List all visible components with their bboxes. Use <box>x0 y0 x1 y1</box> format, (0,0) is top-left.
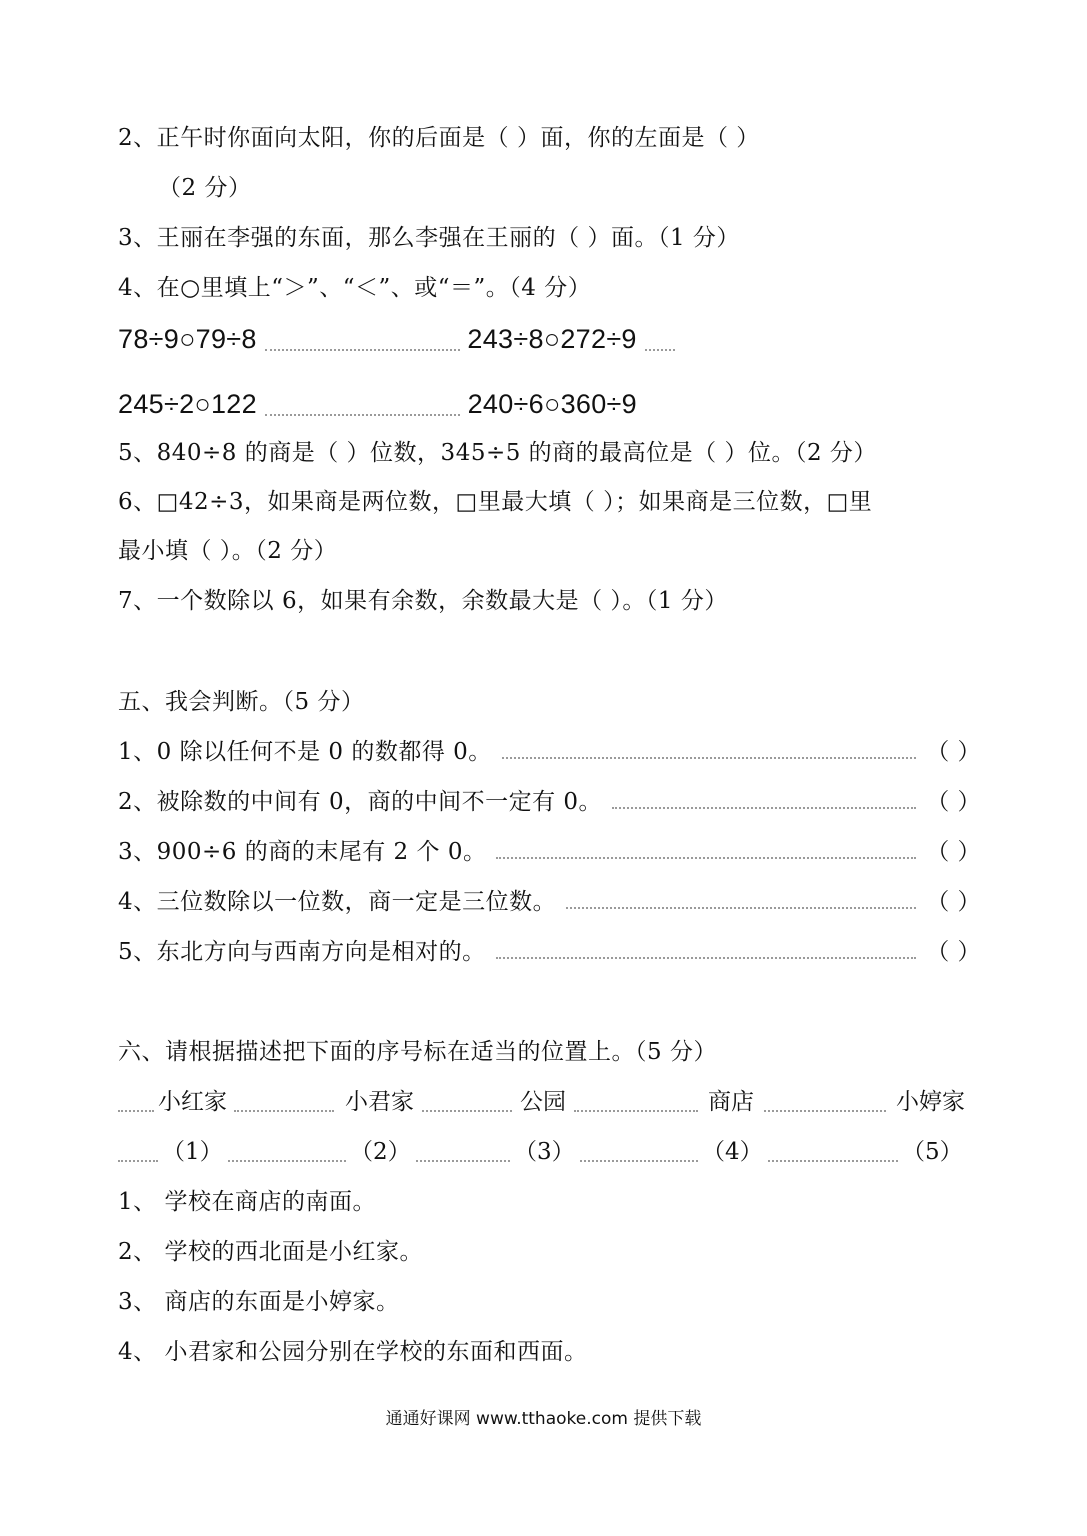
judge-item <box>118 886 981 918</box>
question-3: 3、王丽在李强的东面，那么李强在王丽的（ ）面。（1 分） <box>118 225 740 251</box>
place-number: （1） <box>162 1139 223 1165</box>
judge-statement: 2、被除数的中间有 0，商的中间不一定有 0。 <box>118 789 603 815</box>
answer-paren: （ ） <box>926 939 981 965</box>
dotted-leader <box>645 331 675 351</box>
place-number: （4） <box>702 1139 763 1165</box>
question-5: 5、840÷8 的商是（ ）位数，345÷5 的商的最高位是（ ）位。（2 分） <box>118 440 877 466</box>
placement-statement: 4、 小君家和公园分别在学校的东面和西面。 <box>118 1339 588 1365</box>
dotted-leader <box>496 941 917 959</box>
dotted-leader <box>265 331 460 351</box>
question-7: 7、一个数除以 6，如果有余数，余数最大是（ ）。（1 分） <box>118 588 728 614</box>
place-number: （3） <box>514 1139 575 1165</box>
dotted-leader <box>265 396 460 416</box>
dotted-leader <box>768 1158 898 1162</box>
judge-item <box>118 786 981 818</box>
dotted-leader <box>416 1158 510 1162</box>
place-label: 小君家 <box>345 1089 414 1115</box>
compare-2-left: 245÷2○122 <box>118 389 257 419</box>
page-footer: 通通好课网 www.tthaoke.com 提供下载 <box>385 1409 702 1429</box>
question-2-score: （2 分） <box>158 175 252 201</box>
place-label: 商店 <box>708 1089 754 1115</box>
compare-1-right: 243÷8○272÷9 <box>467 324 637 354</box>
question-6-line1: 6、□42÷3，如果商是两位数，□里最大填（ ）；如果商是三位数，□里 <box>118 489 873 515</box>
place-number: （5） <box>902 1139 963 1165</box>
judge-statement: 4、三位数除以一位数，商一定是三位数。 <box>118 889 557 915</box>
judge-item <box>118 936 981 968</box>
answer-paren: （ ） <box>926 889 981 915</box>
question-6-line2: 最小填（ ）。（2 分） <box>118 538 338 564</box>
question-2-line1: 2、正午时你面向太阳，你的后面是（ ）面，你的左面是（ ） <box>118 125 760 151</box>
placement-statement: 2、 学校的西北面是小红家。 <box>118 1239 423 1265</box>
dotted-leader <box>580 1158 698 1162</box>
compare-row-2 <box>118 388 981 420</box>
compare-row-1 <box>118 323 981 355</box>
dotted-leader <box>502 741 916 759</box>
answer-paren: （ ） <box>926 739 981 765</box>
dotted-leader <box>764 1108 886 1112</box>
dotted-leader <box>118 1158 158 1162</box>
dotted-leader <box>228 1158 346 1162</box>
dotted-leader <box>612 791 916 809</box>
judge-statement: 1、0 除以任何不是 0 的数都得 0。 <box>118 739 492 765</box>
place-label: 小婷家 <box>896 1089 965 1115</box>
place-number: （2） <box>350 1139 411 1165</box>
placement-statement: 1、 学校在商店的南面。 <box>118 1189 376 1215</box>
compare-2-right: 240÷6○360÷9 <box>467 389 637 419</box>
place-label: 公园 <box>520 1089 566 1115</box>
dotted-leader <box>422 1108 512 1112</box>
judge-statement: 5、东北方向与西南方向是相对的。 <box>118 939 486 965</box>
dotted-leader <box>118 1108 154 1112</box>
compare-1-left: 78÷9○79÷8 <box>118 324 257 354</box>
answer-paren: （ ） <box>926 839 981 865</box>
answer-paren: （ ） <box>926 789 981 815</box>
dotted-leader <box>496 841 916 859</box>
place-label: 小红家 <box>158 1089 227 1115</box>
judge-item <box>118 736 981 768</box>
placement-statement: 3、 商店的东面是小婷家。 <box>118 1289 400 1315</box>
dotted-leader <box>574 1108 698 1112</box>
judge-item <box>118 836 981 868</box>
section-5-heading: 五、我会判断。（5 分） <box>118 689 365 715</box>
section-6-heading: 六、请根据描述把下面的序号标在适当的位置上。（5 分） <box>118 1039 717 1065</box>
question-4: 4、在○里填上“＞”、“＜”、或“＝”。（4 分） <box>118 275 592 301</box>
judge-statement: 3、900÷6 的商的末尾有 2 个 0。 <box>118 839 487 865</box>
dotted-leader <box>566 891 916 909</box>
dotted-leader <box>234 1108 334 1112</box>
